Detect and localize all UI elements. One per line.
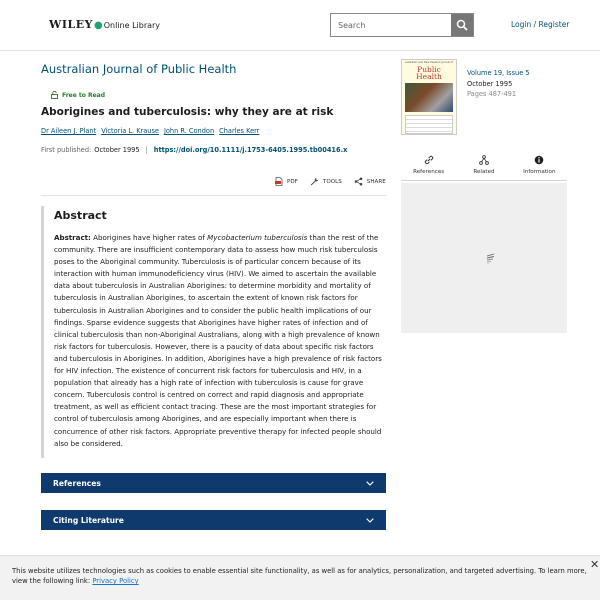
unlock-icon <box>51 91 58 99</box>
cover-title <box>402 66 456 80</box>
tab-information-label: Information <box>523 169 556 175</box>
privacy-policy-link[interactable]: Privacy Policy <box>92 577 139 585</box>
logo-dot-icon: ● <box>93 20 103 31</box>
tools-label: TOOLS <box>322 178 342 185</box>
tab-references-label: References <box>413 169 445 175</box>
free-to-read-badge <box>51 91 105 99</box>
references-label: References <box>53 478 101 488</box>
abstract-organism: Mycobacterium tuberculosis <box>207 233 308 242</box>
search-input[interactable] <box>331 14 451 36</box>
login-register-link[interactable]: Login / Register <box>511 20 570 29</box>
site-header <box>0 0 600 51</box>
abstract-text-part: Aborigines have higher rates of <box>90 233 208 242</box>
issue-pages: Pages 487-491 <box>467 90 517 98</box>
citing-literature-accordion[interactable] <box>41 510 386 530</box>
author-list <box>41 127 259 135</box>
issue-date: October 1995 <box>467 79 513 88</box>
cover-header-text: Australian and New Zealand Journal of <box>404 61 453 64</box>
share-label: SHARE <box>366 178 386 185</box>
share-button[interactable] <box>354 177 386 186</box>
abstract-section <box>41 206 386 458</box>
pdf-button[interactable] <box>275 177 298 186</box>
cover-contents <box>405 115 453 134</box>
cover-photo <box>405 83 453 112</box>
cover-title-line: Health <box>416 72 442 81</box>
tools-button[interactable] <box>310 177 342 186</box>
author-link[interactable]: John R. Condon <box>163 127 215 135</box>
logo-brand: WILEY <box>49 18 93 31</box>
abstract-text <box>54 232 386 450</box>
logo-product: Online Library <box>103 21 161 30</box>
search-button[interactable] <box>451 14 473 36</box>
article-tools <box>275 177 386 186</box>
first-published-label: First published: <box>41 146 92 154</box>
link-icon <box>424 155 434 165</box>
pdf-icon <box>275 177 283 186</box>
pdf-label: PDF <box>287 178 298 185</box>
author-link[interactable]: Victoria L. Krause <box>101 127 159 135</box>
abstract-text-part: than the rest of the community. There are insufficient contemporary data to assess how much risk tuberculosis poses to the Aboriginal community. Tuberculosis is of particular concern because of its interaction with human immunodeficiency virus (HIV). We aimed to ascertain the available data about tuberculosis in Australian Aborigines: to determine morbidity and mortality of tuberculosis in Australian Aborigines, to ascertain the extent of known risk factors for tuberculosis in Australian Aborigines and to consider the public health implications of our findings. Sparse evidence suggests that Aborigines have higher rates of infection and of clinical tuberculosis than non-Aboriginal Australians, along with a high prevalence of known risk factors for tuberculosis. However, there is a paucity of data about specific risk factors and tuberculosis in Aborigines. In addition, Aborigines have a high prevalence of risk factors for HIV infection. The existence of concurrent risk factors for tuberculosis and HIV, in a population that already has a high rate of infection with tuberculosis is cause for grave concern. Tuberculosis control is centred on correct and rapid diagnosis and appropriate treatment, as well as efficient contact tracing. These are the most important strategies for control of tuberculosis among Aborigines, and are especially important when there is concurrence of other risk factors. Appropriate preventive therapy for infected people should also be considered. <box>54 233 382 448</box>
author-link[interactable]: Charles Kerr <box>219 127 260 135</box>
cookie-text <box>12 566 587 586</box>
article-title: Aborigines and tuberculosis: why they are at risk <box>41 106 334 118</box>
wiley-logo[interactable] <box>49 18 160 31</box>
separator: | <box>145 146 148 154</box>
abstract-label: Abstract: <box>54 233 91 242</box>
close-icon[interactable]: ✕ <box>590 558 600 571</box>
tab-related[interactable] <box>456 155 511 180</box>
issue-info <box>467 68 530 100</box>
tab-information[interactable] <box>512 155 567 180</box>
author-link[interactable]: Dr Aileen J. Plant <box>41 127 97 135</box>
cookie-banner <box>0 555 600 600</box>
issue-volume-link[interactable]: Volume 19, Issue 5 <box>467 69 530 77</box>
publication-info <box>41 146 347 154</box>
first-published-date: October 1995 <box>94 146 140 154</box>
chevron-down-icon <box>366 518 374 523</box>
divider <box>41 195 386 196</box>
chevron-down-icon <box>366 481 374 486</box>
citing-literature-label: Citing Literature <box>53 515 124 525</box>
search-icon <box>456 19 468 31</box>
journal-cover-image[interactable] <box>401 59 457 135</box>
badge-label: Free to Read <box>62 91 106 99</box>
tab-references[interactable] <box>401 155 456 180</box>
cookie-message: This website utilizes technologies such as cookies to enable essential site functionality, as well as for analytics, personalization, and targeted advertising. To learn more, view the following link: <box>12 567 587 585</box>
loading-spinner-icon <box>486 253 496 265</box>
info-icon <box>534 155 544 165</box>
wrench-icon <box>310 177 319 186</box>
cover-title-line: Public <box>417 65 441 74</box>
share-icon <box>354 177 363 186</box>
side-panel-content <box>401 183 567 333</box>
references-accordion[interactable] <box>41 473 386 493</box>
network-icon <box>479 155 489 165</box>
side-tabs <box>401 155 567 181</box>
doi-link[interactable]: https://doi.org/10.1111/j.1753-6405.1995.tb00416.x <box>153 146 348 154</box>
search-box <box>330 13 474 37</box>
journal-title-link[interactable]: Australian Journal of Public Health <box>41 62 237 76</box>
tab-related-label: Related <box>473 169 495 175</box>
abstract-heading: Abstract <box>54 209 107 222</box>
